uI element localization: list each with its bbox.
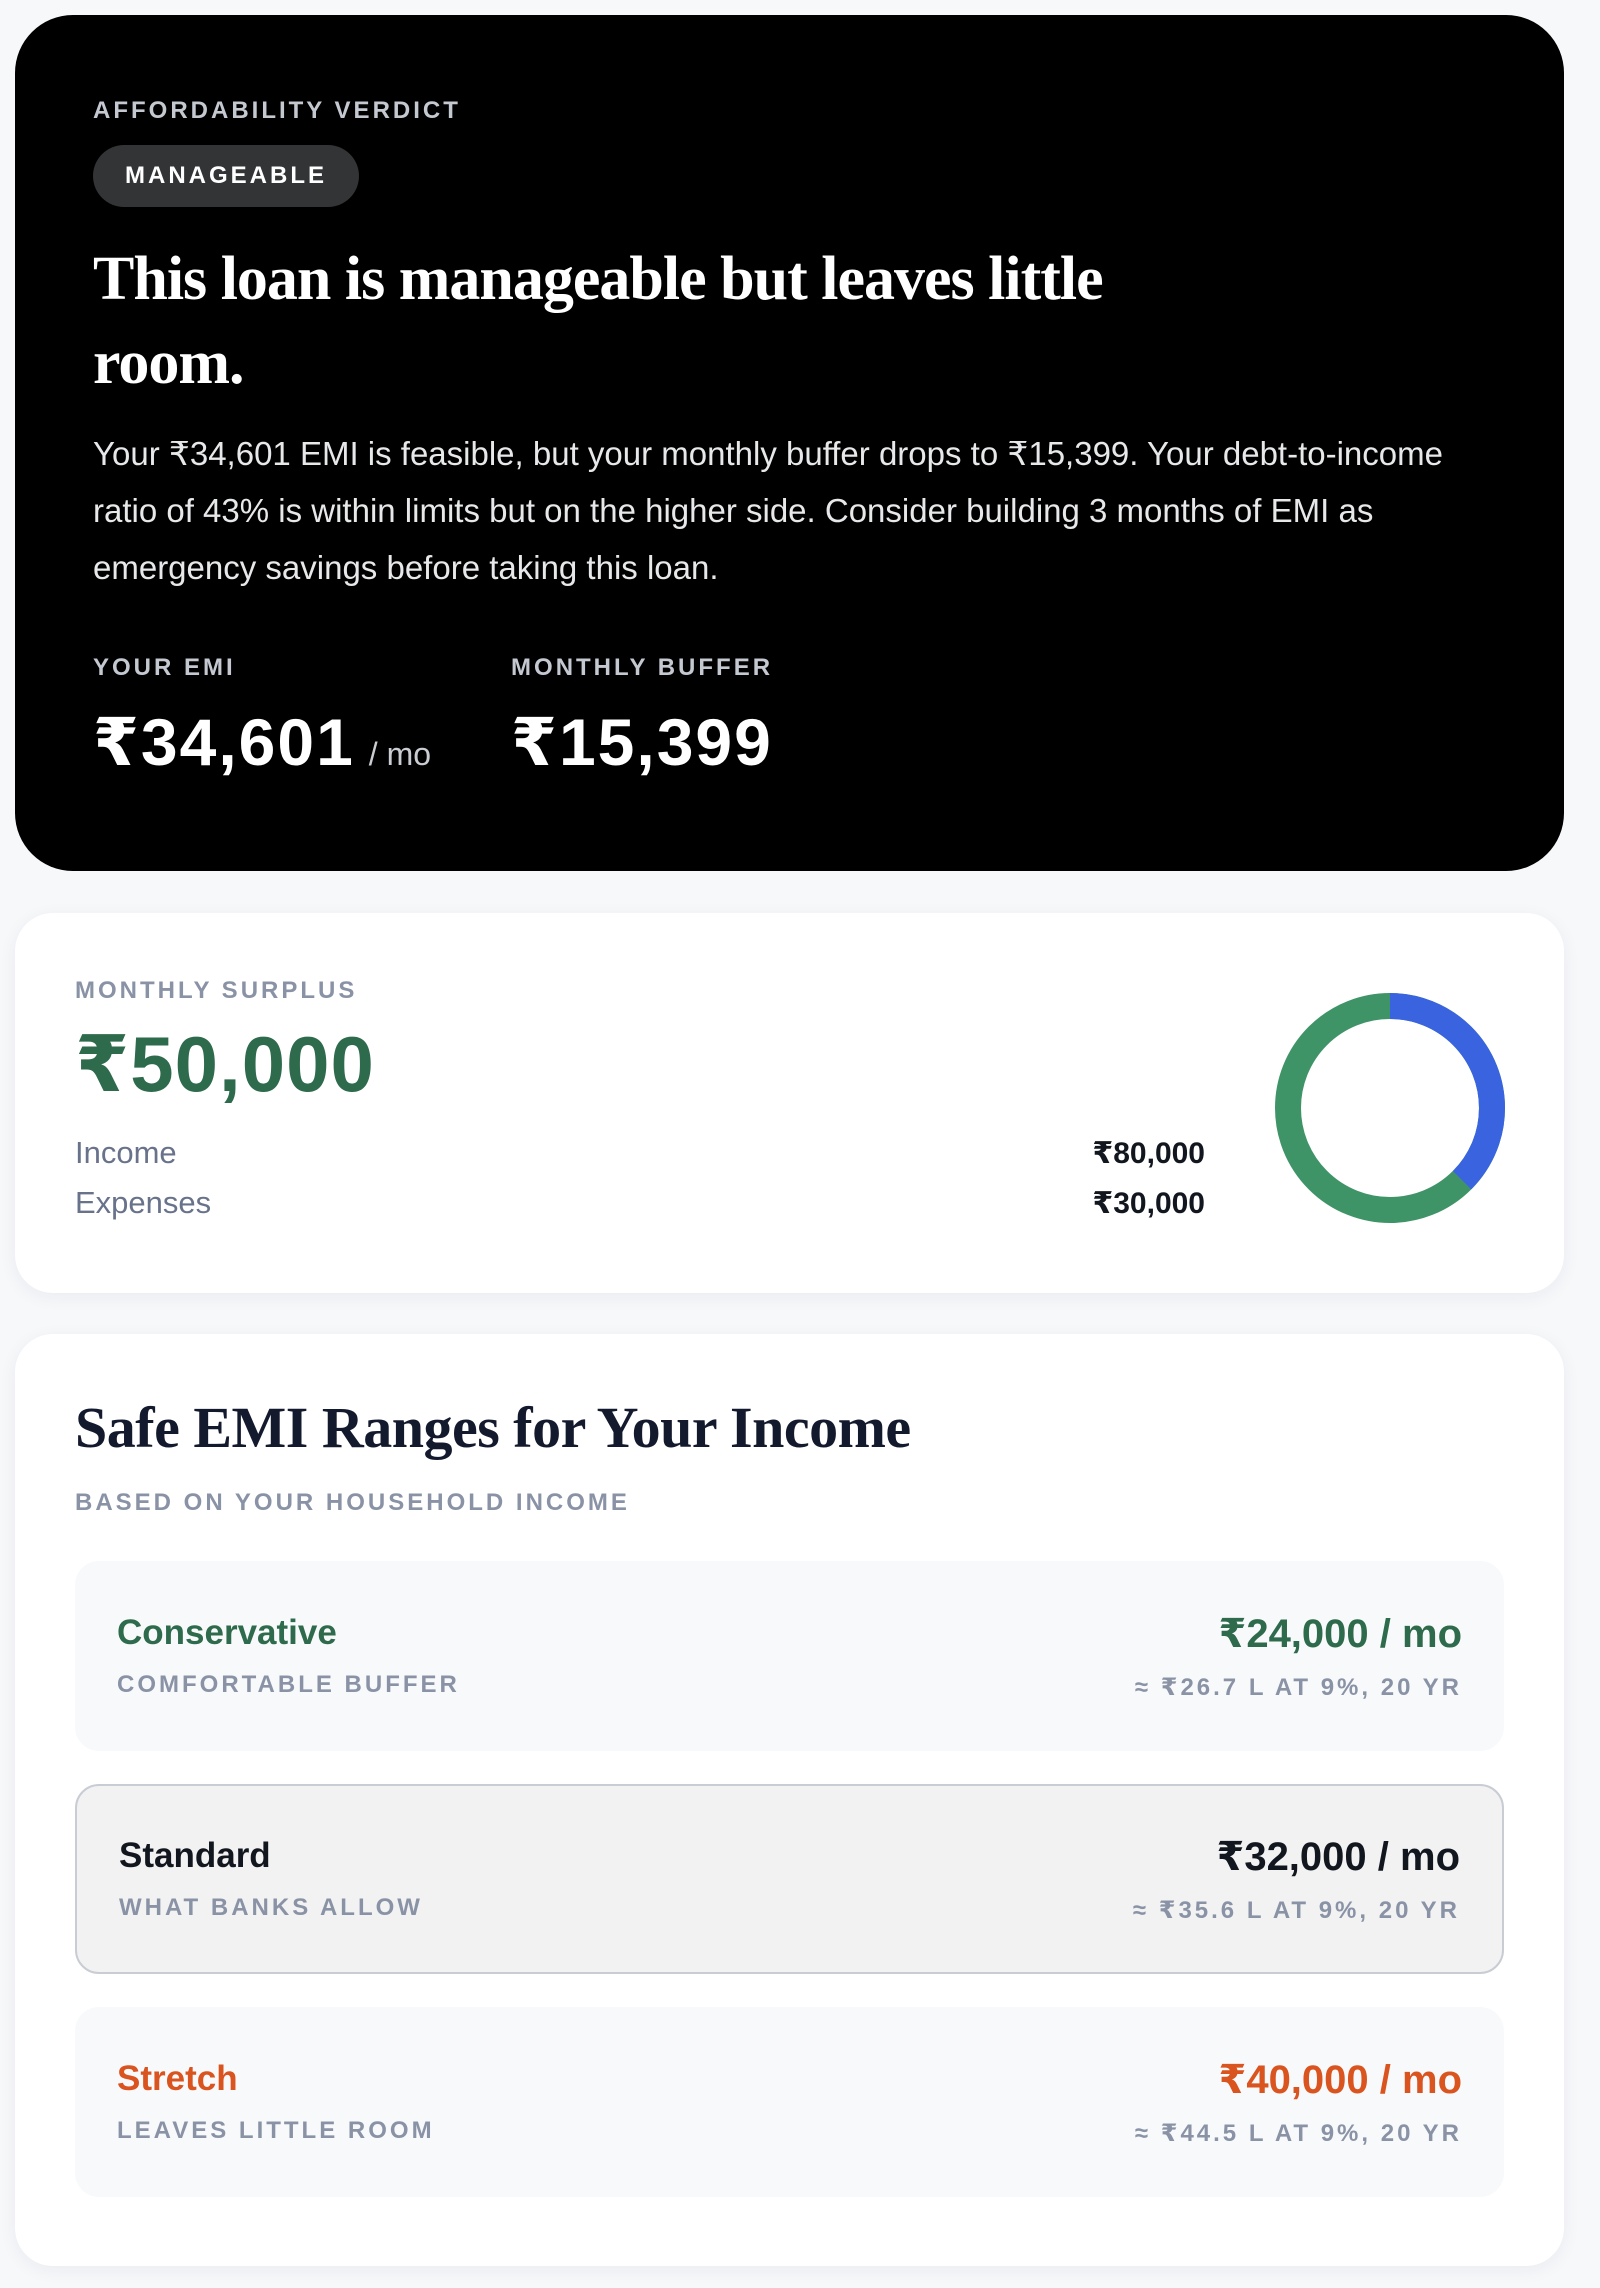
surplus-label: MONTHLY SURPLUS	[75, 977, 358, 1004]
expenses-value: ₹30,000	[1092, 1186, 1205, 1220]
emi-range-info	[117, 2059, 435, 2145]
emi-stat-value-row	[93, 704, 431, 781]
emi-range-standard[interactable]	[75, 1784, 1504, 1974]
emi-range-list	[75, 1561, 1504, 2197]
surplus-value: ₹50,000	[75, 1020, 375, 1108]
emi-stat-value: ₹34,601	[93, 705, 355, 779]
verdict-badge: MANAGEABLE	[93, 145, 359, 207]
emi-range-amount: ₹24,000 / mo	[1218, 1611, 1462, 1656]
safe-emi-title: Safe EMI Ranges for Your Income	[75, 1395, 911, 1460]
emi-range-loan: ≈ ₹44.5 L AT 9%, 20 YR	[1134, 2119, 1462, 2147]
emi-range-loan: ≈ ₹26.7 L AT 9%, 20 YR	[1134, 1673, 1462, 1701]
safe-emi-ranges-card	[15, 1334, 1564, 2266]
emi-stat-unit: / mo	[368, 736, 432, 772]
surplus-breakdown	[75, 1128, 1205, 1228]
expenses-row	[75, 1178, 1205, 1228]
emi-range-figures	[1133, 1834, 1460, 1925]
monthly-surplus-card	[15, 913, 1564, 1293]
verdict-eyebrow: AFFORDABILITY VERDICT	[93, 97, 461, 124]
buffer-stat-value-row	[511, 704, 773, 781]
emi-range-conservative[interactable]	[75, 1561, 1504, 1751]
emi-range-stretch[interactable]	[75, 2007, 1504, 2197]
emi-range-name: Standard	[119, 1836, 271, 1875]
surplus-donut-chart	[1275, 993, 1505, 1223]
verdict-stats	[93, 654, 1486, 781]
income-value: ₹80,000	[1092, 1136, 1205, 1170]
emi-range-name: Stretch	[117, 2059, 238, 2098]
income-row	[75, 1128, 1205, 1178]
buffer-stat	[511, 654, 773, 781]
emi-stat	[93, 654, 431, 781]
buffer-stat-value: ₹15,399	[511, 705, 773, 779]
income-label: Income	[75, 1135, 177, 1170]
emi-range-figures	[1135, 2057, 1462, 2148]
emi-range-amount: ₹32,000 / mo	[1216, 1834, 1460, 1879]
expenses-label: Expenses	[75, 1185, 212, 1220]
verdict-description: Your ₹34,601 EMI is feasible, but your monthly buffer drops to ₹15,399. Your debt-to-income ratio of 43% is within limits but on the higher side. Consider building 3 months of EMI as emergency savings before taking this loan.	[93, 435, 1443, 586]
emi-range-figures	[1135, 1611, 1462, 1702]
emi-stat-label: YOUR EMI	[93, 654, 236, 681]
verdict-headline: This loan is manageable but leaves little room.	[93, 245, 1103, 397]
buffer-stat-label: MONTHLY BUFFER	[511, 654, 774, 681]
emi-range-info	[117, 1613, 460, 1699]
safe-emi-subtitle: BASED ON YOUR HOUSEHOLD INCOME	[75, 1489, 630, 1516]
emi-range-info	[119, 1836, 423, 1922]
emi-range-desc: LEAVES LITTLE ROOM	[117, 2117, 435, 2144]
emi-range-loan: ≈ ₹35.6 L AT 9%, 20 YR	[1132, 1896, 1460, 1924]
emi-range-name: Conservative	[117, 1613, 337, 1652]
emi-range-desc: WHAT BANKS ALLOW	[119, 1894, 423, 1921]
emi-range-desc: COMFORTABLE BUFFER	[117, 1671, 460, 1698]
emi-range-amount: ₹40,000 / mo	[1218, 2057, 1462, 2102]
affordability-verdict-card	[15, 15, 1564, 871]
